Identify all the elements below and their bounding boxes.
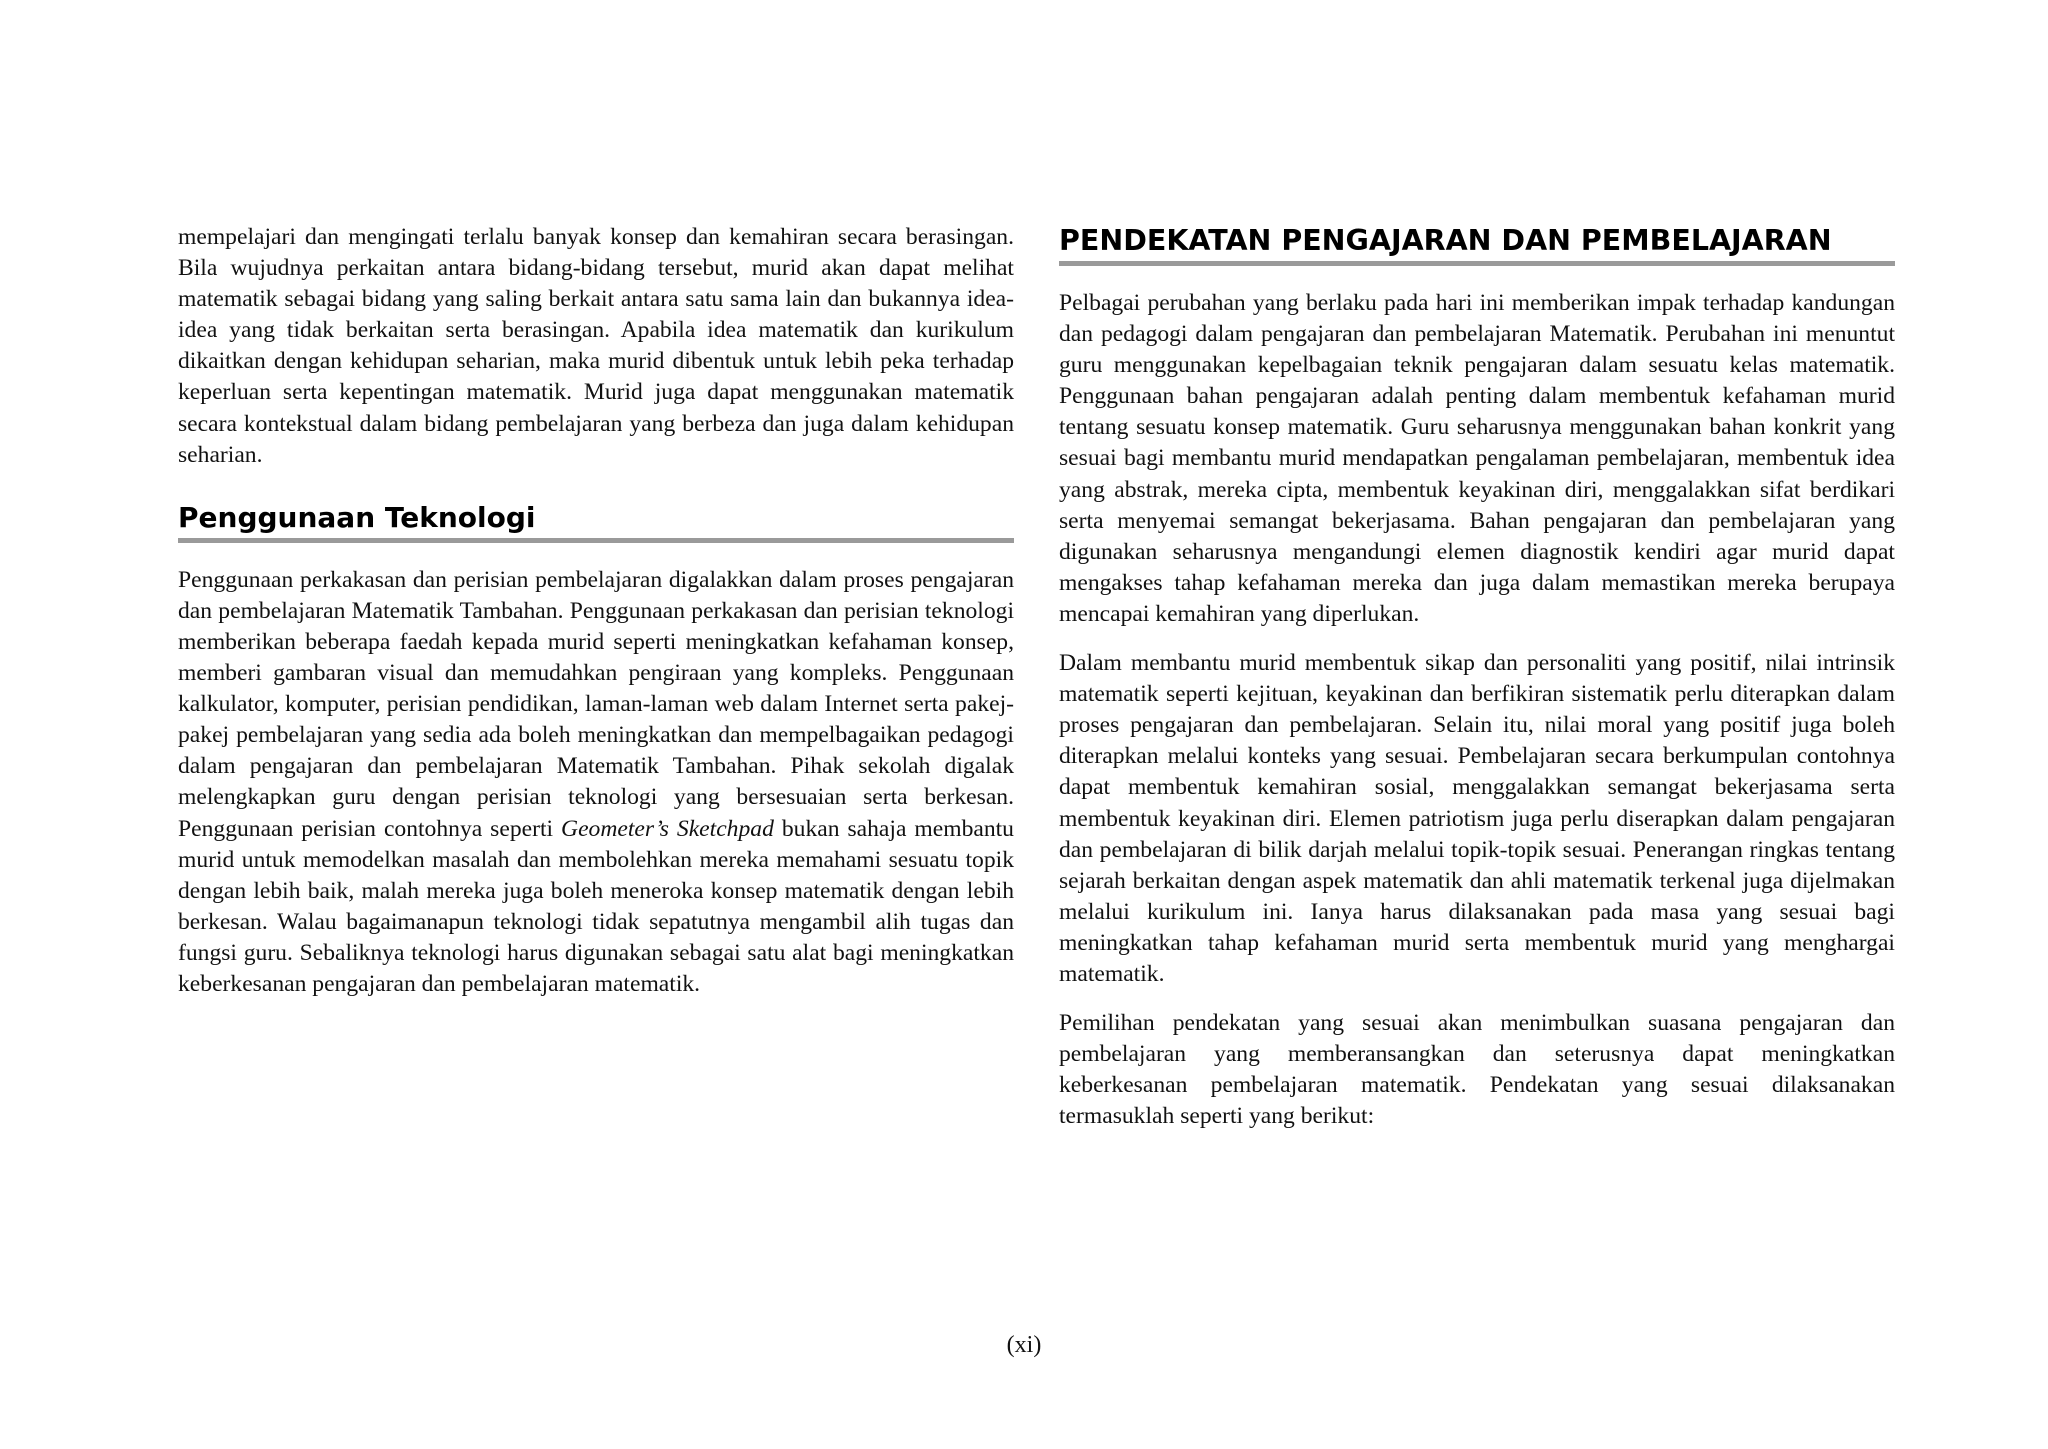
approach-paragraph-3: Pemilihan pendekatan yang sesuai akan menimbulkan suasana pengajaran dan pembelajaran yang memberansangkan dan seterusnya dapat meningkatkan keberkesanan pembelajaran matematik. Pendekatan yang sesuai dilaksanakan termasuklah seperti yang berikut: [1059, 1010, 1895, 1130]
page-number: (xi) [1006, 1332, 1042, 1358]
technology-paragraph-text-1: Penggunaan perkakasan dan perisian pembelajaran digalakkan dalam proses pengajaran dan pembelajaran Matematik Tambahan. Penggunaan perkakasan dan perisian teknologi memberikan beberapa faedah kepada murid seperti meningkatkan kefahaman konsep, memberi gambaran visual dan memudahkan pengiraan yang kompleks. Penggunaan kalkulator, komputer, perisian pendidikan, laman-laman web dalam Internet serta pakej-pakej pembelajaran yang sedia ada boleh meningkatkan dan mempelbagaikan pedagogi dalam pengajaran dan pembelajaran Matematik Tambahan. Pihak sekolah digalak melengkapkan guru dengan perisian teknologi yang bersesuaian serta berkesan. Penggunaan perisian contohnya seperti [178, 566, 1014, 842]
right-column [1059, 224, 1895, 1132]
technology-paragraph [178, 565, 1014, 1000]
approach-paragraph-2: Dalam membantu murid membentuk sikap dan personaliti yang positif, nilai intrinsik matematik seperti kejituan, keyakinan dan berfikiran sistematik perlu diterapkan dalam proses pengajaran dan pembelajaran. Selain itu, nilai moral yang positif juga boleh diterapkan melalui konteks yang sesuai. Pembelajaran secara berkumpulan contohnya dapat membentuk kemahiran sosial, menggalakkan semangat bekerjasama serta membentuk keyakinan diri. Elemen patriotism juga perlu diserapkan dalam pengajaran dan pembelajaran di bilik darjah melalui topik-topik sesuai. Penerangan ringkas tentang sejarah berkaitan dengan aspek matematik dan ahli matematik terkenal juga dijelmakan melalui kurikulum ini. Ianya harus dilaksanakan pada masa yang sesuai bagi meningkatkan tahap kefahaman murid serta membentuk murid yang menghargai matematik. [1059, 650, 1895, 987]
software-title: Geometer’s Sketchpad [561, 815, 774, 842]
approach-section-heading: PENDEKATAN PENGAJARAN DAN PEMBELAJARAN [1059, 224, 1895, 266]
technology-paragraph-text-2: bukan sahaja membantu murid untuk memodelkan masalah dan membolehkan mereka memahami sesuatu topik dengan lebih baik, malah mereka juga boleh meneroka konsep matematik dengan lebih berkesan. Walau bagaimanapun teknologi tidak sepatutnya mengambil alih tugas dan fungsi guru. Sebaliknya teknologi harus digunakan sebagai satu alat bagi meningkatkan keberkesanan pengajaran dan pembelajaran matematik. [178, 815, 1014, 997]
approach-paragraph-1: Pelbagai perubahan yang berlaku pada hari ini memberikan impak terhadap kandungan dan pedagogi dalam pengajaran dan pembelajaran Matematik. Perubahan ini menuntut guru menggunakan kepelbagaian teknik pengajaran dalam sesuatu kelas matematik. Penggunaan bahan pengajaran adalah penting dalam membentuk kefahaman murid tentang sesuatu konsep matematik. Guru seharusnya menggunakan bahan konkrit yang sesuai bagi membantu murid mendapatkan pengalaman pembelajaran, membentuk idea yang abstrak, mereka cipta, membentuk keyakinan diri, menggalakkan sifat berdikari serta menyemai semangat bekerjasama. Bahan pengajaran dan pembelajaran yang digunakan seharusnya mengandungi elemen diagnostik kendiri agar murid dapat mengakses tahap kefahaman mereka dan juga dalam memastikan mereka berupaya mencapai kemahiran yang diperlukan. [1059, 290, 1895, 627]
left-column [178, 222, 1014, 1000]
technology-section-heading: Penggunaan Teknologi [178, 501, 1014, 543]
intro-paragraph: mempelajari dan mengingati terlalu banyak konsep dan kemahiran secara berasingan. Bila wujudnya perkaitan antara bidang-bidang tersebut, murid akan dapat melihat matematik sebagai bidang yang saling berkait antara satu sama lain dan bukannya idea-idea yang tidak berkaitan serta berasingan. Apabila idea matematik dan kurikulum dikaitkan dengan kehidupan seharian, maka murid dibentuk untuk lebih peka terhadap keperluan serta kepentingan matematik. Murid juga dapat menggunakan matematik secara kontekstual dalam bidang pembelajaran yang berbeza dan juga dalam kehidupan seharian. [178, 224, 1014, 468]
